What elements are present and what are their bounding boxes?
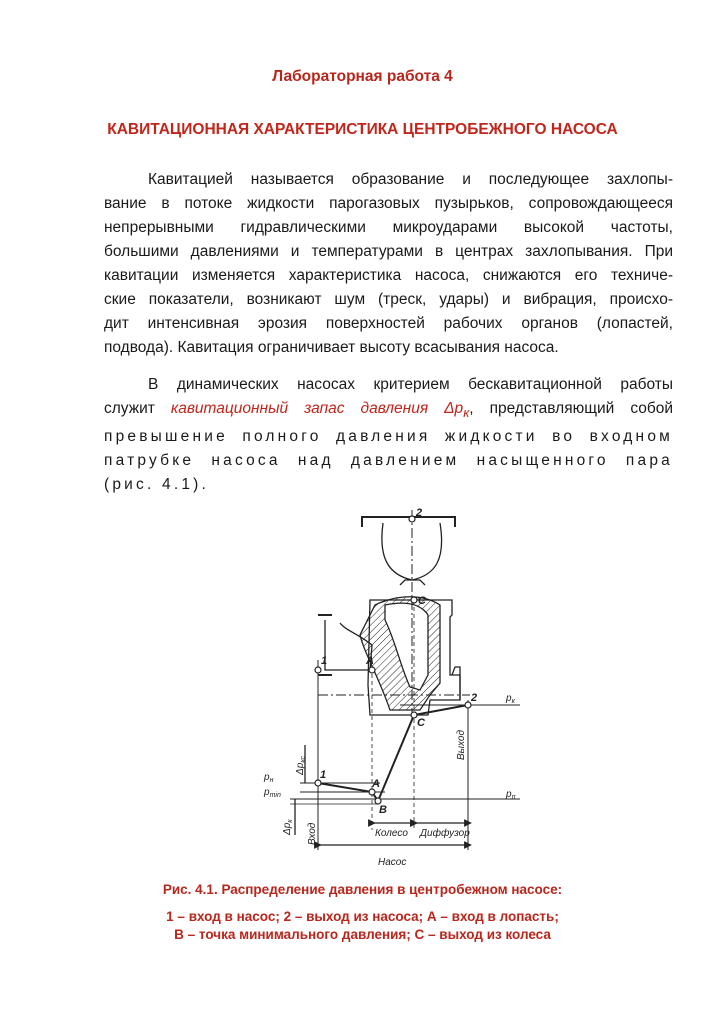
figure-caption-title: Рис. 4.1. Распределение давления в центробежном насосе:	[162, 882, 563, 897]
lab-work-heading: Лабораторная работа 4	[272, 68, 453, 85]
paragraph-cavitation-definition	[104, 168, 673, 360]
label-dp-ks: $\Delta p_{кс}$	[295, 755, 307, 775]
label-A-top: A	[366, 655, 374, 667]
label-C-top: C	[418, 595, 426, 607]
label-1-top: 1	[321, 655, 328, 667]
label-A: A	[372, 778, 380, 790]
formula-subscript: к	[463, 405, 470, 421]
point-A-top	[369, 667, 375, 673]
formula-symbol	[444, 400, 470, 421]
point-C-top	[411, 597, 417, 603]
text-fragment: , представляющий собой	[469, 400, 674, 417]
point-1-top	[315, 667, 321, 673]
page-title: КАВИТАЦИОННАЯ ХАРАКТЕРИСТИКА ЦЕНТРОБЕЖНОГО НАСОСА	[107, 121, 618, 138]
text-line: вание в потоке жидкости парогазовых пузырьков, сопровождающееся	[104, 195, 673, 212]
text-line: дит интенсивная эрозия поверхностей рабочих органов (лопастей,	[104, 315, 673, 332]
pump-pressure-diagram	[250, 505, 530, 875]
label-C: C	[417, 717, 425, 729]
paragraph-cavitation-margin	[104, 373, 673, 497]
label-2: 2	[471, 692, 478, 704]
label-dp-k: $\Delta p_к$	[282, 819, 294, 835]
text-fragment: служит	[104, 400, 155, 417]
caption-line: 1 – вход в насос; 2 – выход из насоса; А – вход в лопасть;	[166, 909, 559, 924]
label-vyhod: Выход	[456, 729, 467, 760]
text-line: патрубке насоса над давлением насыщенного пара	[104, 452, 673, 470]
label-koleso: Колесо	[375, 828, 408, 839]
text-line: Кавитацией называется образование и последующее захлопы-	[148, 171, 673, 188]
text-line: кавитации изменяется характеристика насоса, снижаются его техниче-	[104, 267, 673, 284]
figure-caption-legend	[0, 908, 725, 944]
text-line: В динамических насосах критерием бескавитационной работы	[148, 376, 673, 393]
label-p-in: $p_н$	[264, 772, 274, 784]
label-B: B	[379, 804, 387, 816]
text-line: превышение полного давления жидкости во входном	[104, 428, 673, 446]
label-p-min: $p_{min}$	[264, 787, 281, 799]
pressure-curve	[318, 705, 468, 801]
text-line: ские показатели, возникают шум (треск, удары) и вибрация, происхо-	[104, 291, 673, 308]
text-line	[104, 397, 673, 425]
label-1: 1	[320, 769, 327, 781]
text-line: непрерывными гидравлическими микроударами высокой частоты,	[104, 219, 673, 236]
label-vhod: Вход	[307, 822, 318, 845]
label-diffuzor: Диффузор	[420, 828, 470, 839]
label-nasos: Насос	[378, 857, 407, 868]
highlighted-term: кавитационный запас давления	[170, 400, 429, 417]
label-p-sat: $p_п$	[506, 789, 516, 801]
text-line: (рис. 4.1).	[104, 476, 210, 494]
label-p-out: $p_к$	[506, 693, 515, 705]
label-2-top: 2	[416, 507, 423, 519]
text-line: подвода). Кавитация ограничивает высоту всасывания насоса.	[104, 339, 559, 356]
formula-base: Δp	[444, 400, 464, 417]
caption-line: В – точка минимального давления; С – выход из колеса	[174, 927, 551, 942]
text-line: большими давлениями и температурами в центрах захлопывания. При	[104, 243, 673, 260]
point-2-top	[409, 516, 415, 522]
